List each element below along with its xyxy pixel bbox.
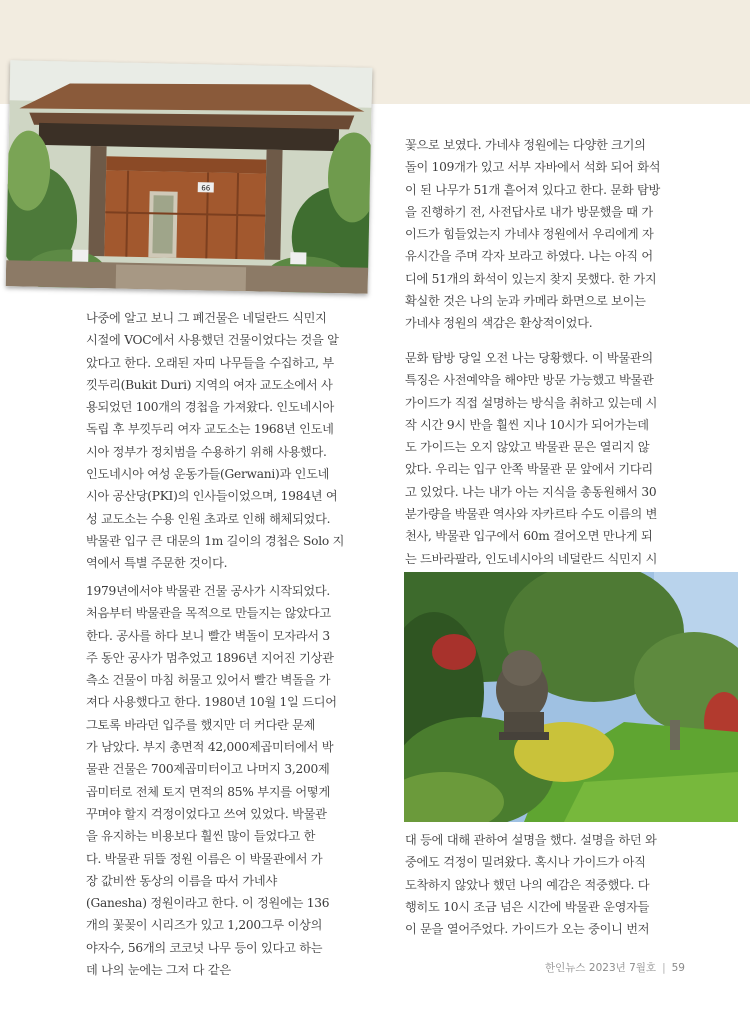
text-line: 중에도 걱정이 밀려왔다. 혹시나 가이드가 아직 (405, 855, 646, 870)
text-line: 져다 사용했다고 한다. 1980년 10월 1일 드디어 (86, 695, 337, 710)
text-line: 이 된 나무가 51개 흩어져 있다고 한다. 문화 탐방 (405, 182, 661, 197)
text-line: 고 있었다. 나는 내가 아는 지식을 총동원해서 30 (405, 484, 657, 499)
text-line: 그토록 바라던 입주를 했지만 더 커다란 문제 (86, 717, 316, 732)
text-line: 시아 정부가 정치범을 수용하기 위해 사용했다. (86, 444, 327, 459)
text-line: 다. 박물관 뒤뜰 정원 이름은 이 박물관에서 가 (86, 851, 323, 866)
text-line: 도착하지 않았나 했던 나의 예감은 적중했다. 다 (405, 877, 650, 892)
text-line: 을 진행하기 전, 사전답사로 내가 방문했을 때 가 (405, 204, 653, 219)
paragraph-text (405, 347, 695, 570)
text-line: (Ganesha) 정원이라고 한다. 이 정원에는 136 (86, 896, 330, 911)
text-line: 물관 건물은 700제곱미터이고 나머지 3,200제 (86, 762, 330, 777)
text-line: 인도네시아 여성 운동가들(Gerwani)과 인도네 (86, 467, 330, 482)
text-line: 았다. 우리는 입구 안쪽 박물관 문 앞에서 기다리 (405, 462, 653, 477)
text-line: 꾸며야 할지 걱정이었다고 쓰여 있었다. 박물관 (86, 806, 327, 821)
text-line: 역에서 특별 주문한 것이다. (86, 556, 228, 571)
text-line: 박물관 입구 큰 대문의 1m 길이의 경첩은 Solo 지 (86, 533, 345, 548)
right-column-paragraph-3 (405, 829, 695, 940)
text-line: 을 유지하는 비용보다 훨씬 많이 들었다고 한 (86, 829, 316, 844)
text-line: 가이드가 직접 설명하는 방식을 취하고 있는데 시 (405, 395, 658, 410)
text-line: 분가량을 박물관 역사와 자카르타 수도 이름의 변 (405, 507, 658, 522)
text-line: 야자수, 56개의 코코넛 나무 등이 있다고 하는 (86, 940, 323, 955)
text-line: 측소 건물이 마침 허물고 있어서 빨간 벽돌을 가 (86, 673, 331, 688)
text-line: 대 등에 대해 관하여 설명을 했다. 설명을 하던 와 (405, 833, 657, 847)
garden-photo (404, 572, 738, 822)
text-line: 장 값비싼 동상의 이름을 따서 가네샤 (86, 873, 277, 888)
page-number: 59 (671, 962, 685, 974)
text-line: 주 동안 공사가 멈추었고 1896년 지어진 기상관 (86, 650, 334, 665)
text-line: 는 드바라팔라, 인도네시아의 네덜란드 식민지 시 (405, 551, 658, 566)
text-line: 디에 51개의 화석이 있는지 찾지 못했다. 한 가지 (405, 271, 657, 286)
left-column-paragraph-1 (86, 307, 348, 575)
text-line: 시아 공산당(PKI)의 인사들이었으며, 1984년 여 (86, 489, 338, 504)
text-line: 도 가이드는 오지 않았고 박물관 문은 열리지 않 (405, 440, 650, 455)
text-line: 곱미터로 전체 토지 면적의 85% 부지를 어떻게 (86, 784, 330, 799)
text-line: 았다고 한다. 오래된 자띠 나무들을 수집하고, 부 (86, 355, 334, 370)
text-line: 꽃으로 보였다. 가네샤 정원에는 다양한 크기의 (405, 138, 646, 152)
text-line: 개의 꽃꽂이 시리즈가 있고 1,200그루 이상의 (86, 918, 323, 933)
text-line: 낏두리(Bukit Duri) 지역의 여자 교도소에서 사 (86, 377, 333, 392)
text-line: 시절에 VOC에서 사용했던 건물이었다는 것을 알 (86, 333, 339, 348)
text-line: 특징은 사전예약을 해야만 방문 가능했고 박물관 (405, 373, 654, 388)
gate-number-sign-text: 66 (201, 184, 211, 193)
text-line: 작 시간 9시 반을 훨씬 지나 10시가 되어가는데 (405, 417, 649, 432)
text-line: 1979년에서야 박물관 건물 공사가 시작되었다. (86, 584, 331, 598)
left-column-paragraph-2 (86, 580, 348, 981)
text-line: 천사, 박물관 입구에서 60m 걸어오면 만나게 되 (405, 529, 653, 544)
right-column-paragraph-2 (405, 347, 695, 570)
right-column-paragraph-1 (405, 134, 695, 335)
footer-separator: | (662, 962, 666, 974)
footer-publication: 한인뉴스 2023년 7월호 (545, 962, 657, 974)
text-line: 데 나의 눈에는 그저 다 같은 (86, 963, 231, 978)
paragraph-text (86, 580, 348, 981)
text-line: 독립 후 부낏두리 여자 교도소는 1968년 인도네 (86, 422, 334, 437)
text-line: 가네샤 정원의 색감은 환상적이었다. (405, 316, 593, 331)
paragraph-text (86, 307, 348, 575)
text-line: 처음부터 박물관을 목적으로 만들지는 않았다고 (86, 606, 331, 621)
gate-photo-illustration (6, 60, 373, 294)
text-line: 나중에 알고 보니 그 폐건물은 네덜란드 식민지 (86, 311, 327, 325)
text-line: 이 문을 열어주었다. 가이드가 오는 중이니 번저 (405, 922, 650, 937)
text-line: 유시간을 주며 각자 보라고 하였다. 나는 아직 어 (405, 249, 653, 264)
text-line: 한다. 공사를 하다 보니 빨간 벽돌이 모자라서 3 (86, 628, 330, 643)
text-line: 행히도 10시 조금 넘은 시간에 박물관 운영자들 (405, 899, 650, 914)
paragraph-text (405, 829, 695, 940)
text-line: 확실한 것은 나의 눈과 카메라 화면으로 보이는 (405, 294, 646, 309)
garden-photo-illustration (404, 572, 738, 822)
text-line: 돌이 109개가 있고 서부 자바에서 석화 되어 화석 (405, 160, 661, 175)
text-line: 이드가 힘들었는지 가네샤 정원에서 우리에게 자 (405, 227, 654, 242)
text-line: 가 남았다. 부지 총면적 42,000제곱미터에서 박 (86, 740, 334, 755)
gate-photo (6, 60, 373, 294)
page-footer (545, 960, 685, 975)
text-line: 성 교도소는 수용 인원 초과로 인해 해체되었다. (86, 511, 331, 526)
text-line: 문화 탐방 당일 오전 나는 당황했다. 이 박물관의 (405, 351, 653, 365)
text-line: 용되었던 100개의 경첩을 가져왔다. 인도네시아 (86, 400, 335, 415)
paragraph-text (405, 134, 695, 335)
